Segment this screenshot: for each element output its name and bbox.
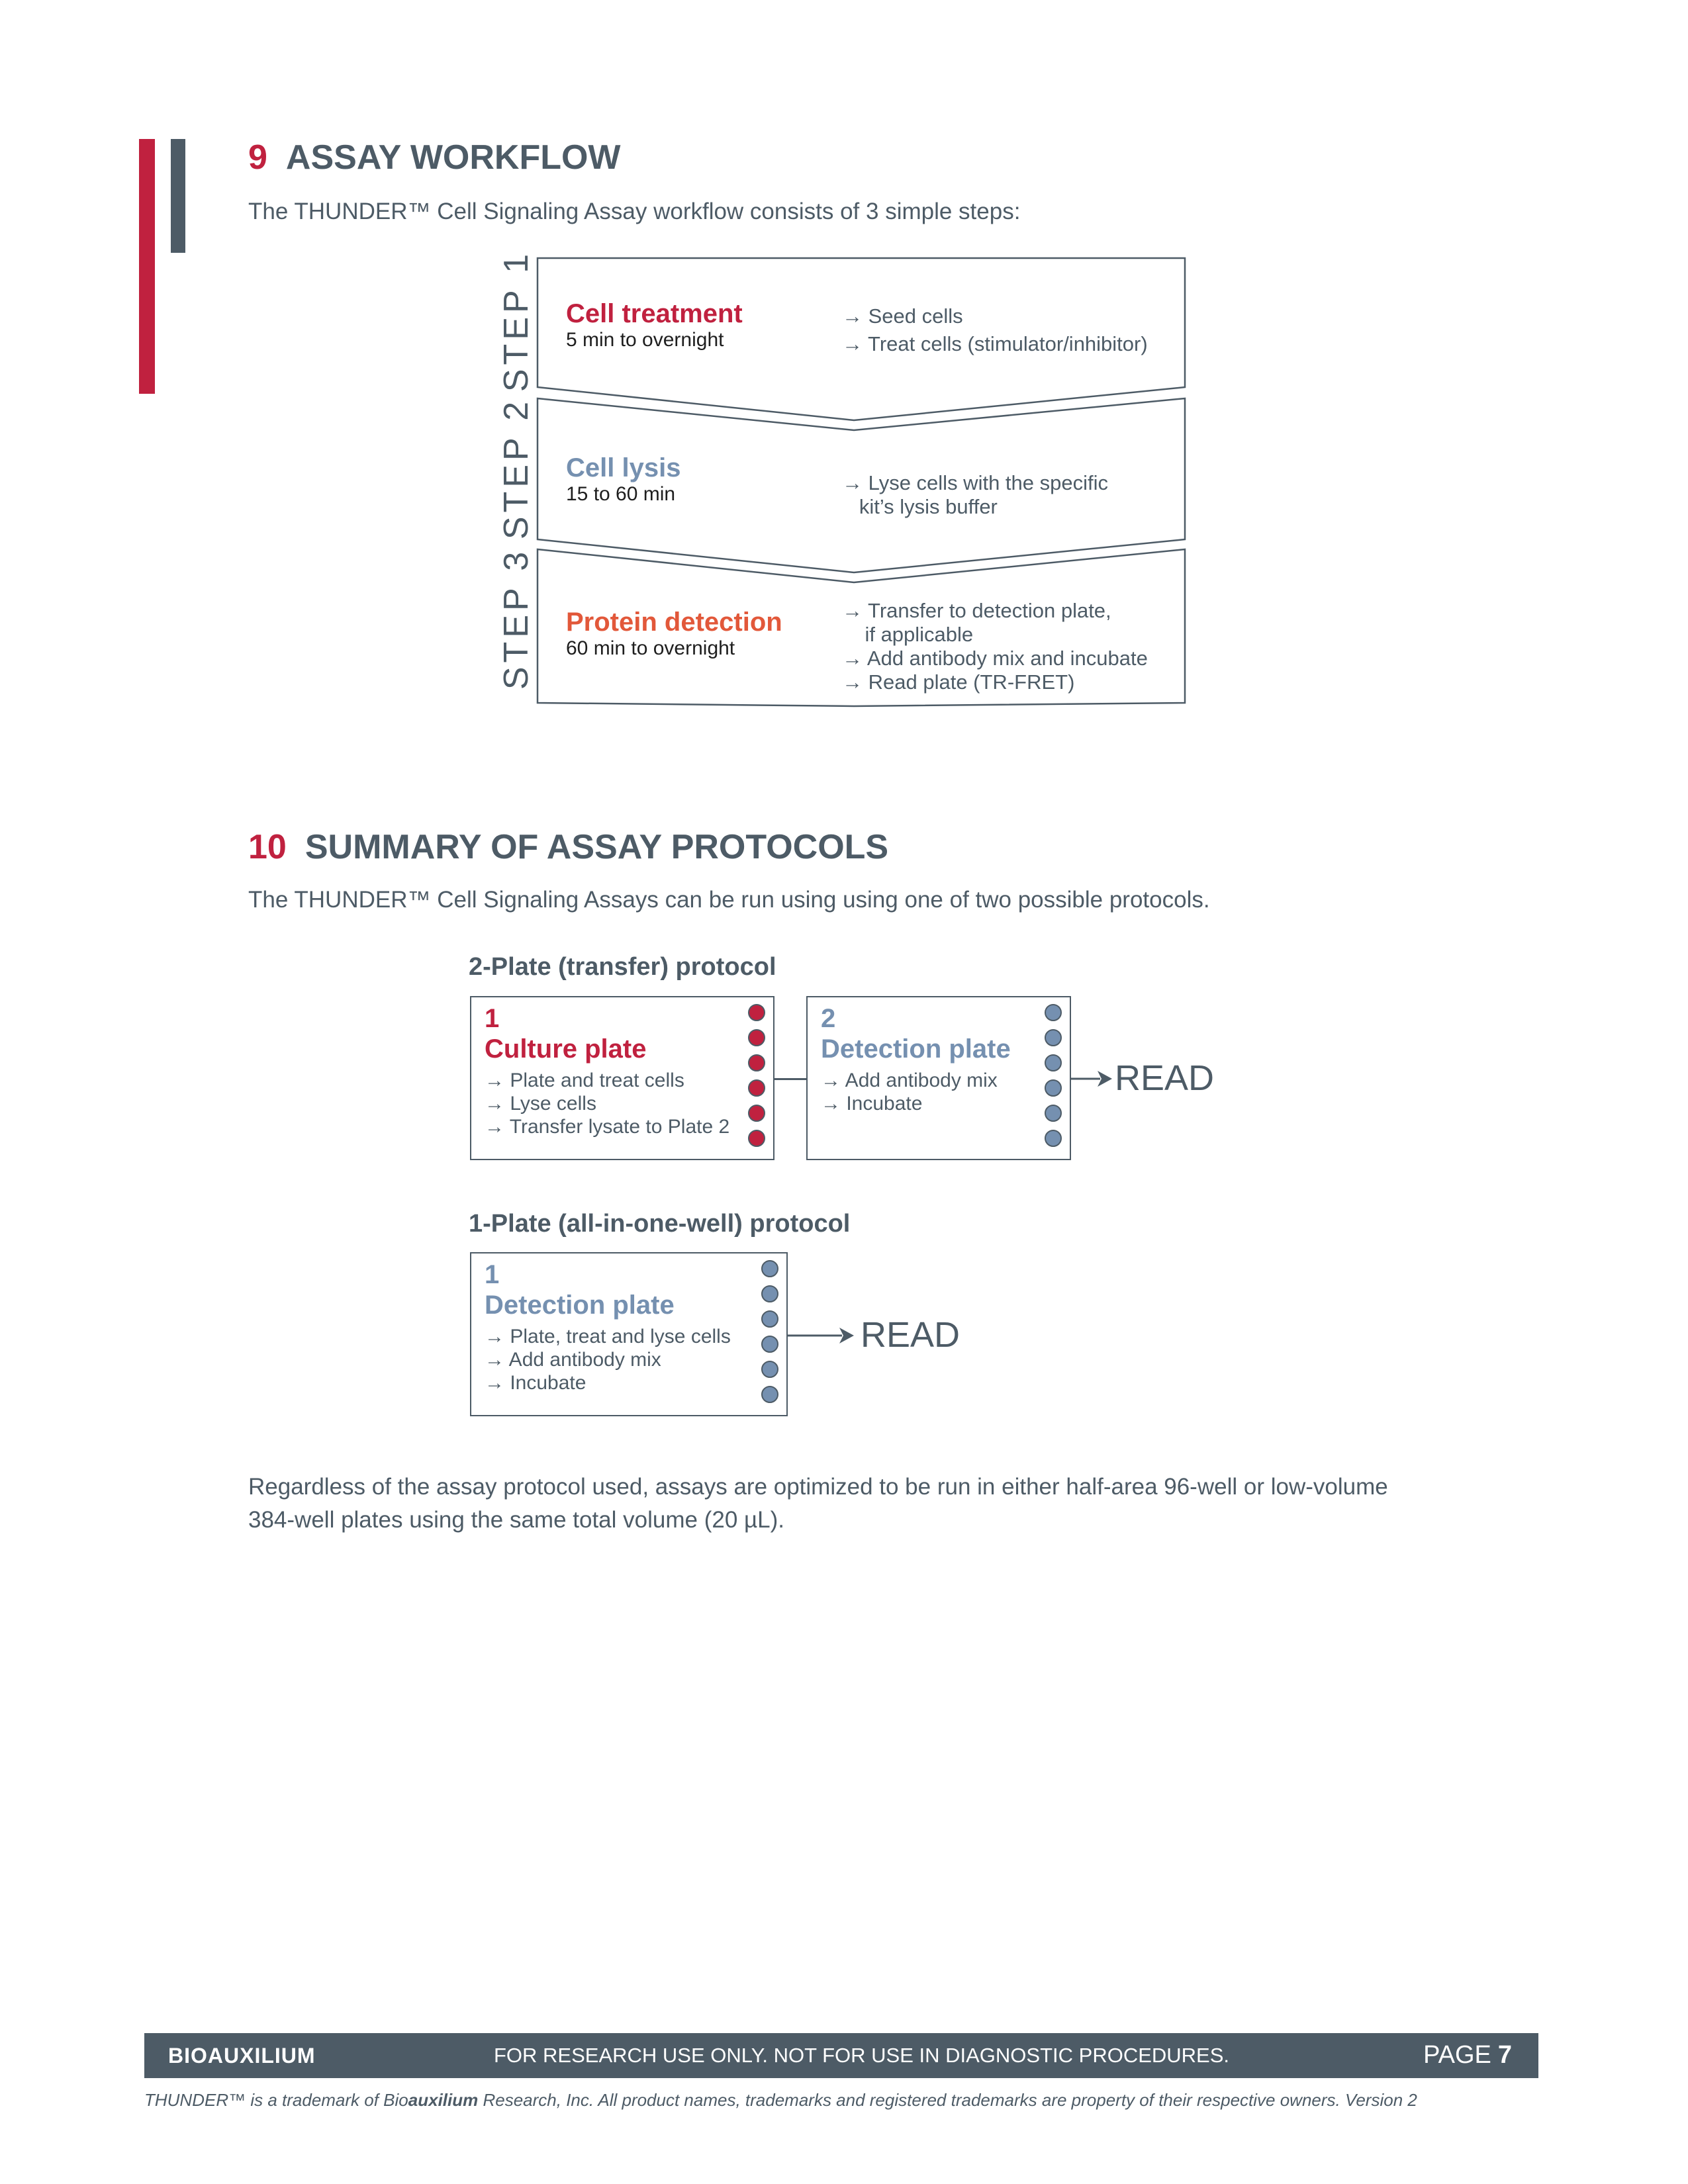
one-plate-protocol-title: 1-Plate (all-in-one-well) protocol — [469, 1210, 851, 1238]
well-icon — [761, 1336, 778, 1353]
section-10-number: 10 — [248, 828, 287, 866]
well-icon — [1045, 1054, 1062, 1071]
well-icon — [1045, 1004, 1062, 1021]
plate-step: → Add antibody mix — [485, 1349, 661, 1371]
step-3-bullet: → Read plate (TR-FRET) — [842, 670, 1075, 694]
step-3-duration: 60 min to overnight — [566, 637, 735, 659]
step-1-title: Cell treatment — [566, 299, 743, 328]
well-icon — [761, 1361, 778, 1378]
trademark-brand: auxilium — [408, 2090, 479, 2110]
well-icon — [748, 1130, 765, 1147]
well-icon — [1045, 1079, 1062, 1097]
plate-number: 2 — [821, 1004, 836, 1033]
step-3-label: STEP 3 — [497, 547, 536, 690]
page-label: PAGE — [1423, 2041, 1491, 2069]
trademark-notice — [144, 2090, 1548, 2111]
step-2-duration: 15 to 60 min — [566, 483, 676, 505]
section-10-title: SUMMARY OF ASSAY PROTOCOLS — [305, 828, 889, 866]
well-icon — [748, 1079, 765, 1097]
plate-step: → Incubate — [821, 1093, 923, 1115]
plate-step: → Add antibody mix — [821, 1069, 998, 1091]
plate-name: Detection plate — [821, 1034, 1011, 1064]
page-indicator — [1423, 2041, 1512, 2070]
step-1-label: STEP 1 — [497, 250, 536, 392]
brand-prefix: BIO — [168, 2044, 208, 2068]
section-10-heading — [248, 827, 888, 867]
plate-step: → Lyse cells — [485, 1093, 596, 1115]
plate-step: → Transfer lysate to Plate 2 — [485, 1116, 730, 1138]
well-icon — [748, 1105, 765, 1122]
two-plate-protocol-title: 2-Plate (transfer) protocol — [469, 953, 776, 981]
step-3-bullet: if applicable — [842, 623, 974, 646]
well-icon — [761, 1285, 778, 1302]
well-icon — [1045, 1029, 1062, 1046]
plate-number: 1 — [485, 1260, 500, 1289]
read-label: READ — [861, 1315, 961, 1355]
section-10-intro: The THUNDER™ Cell Signaling Assays can be run using using one of two possible protocols. — [248, 887, 1210, 913]
footer-disclaimer: FOR RESEARCH USE ONLY. NOT FOR USE IN DIAGNOSTIC PROCEDURES. — [494, 2044, 1230, 2067]
step-3-bullet: → Add antibody mix and incubate — [842, 647, 1148, 670]
well-icon — [761, 1386, 778, 1403]
protocol-note — [248, 1471, 1388, 1537]
connector-line — [774, 1078, 806, 1080]
plate-step: → Plate, treat and lyse cells — [485, 1326, 731, 1347]
protocol-note-line: Regardless of the assay protocol used, assays are optimized to be run in either half-area 96-well or low-volume — [248, 1474, 1388, 1500]
well-icon — [748, 1054, 765, 1071]
step-3-info — [566, 608, 782, 660]
plate-steps — [485, 1325, 731, 1394]
step-2-info — [566, 453, 680, 506]
well-icon — [1045, 1130, 1062, 1147]
single-detection-plate-box — [470, 1252, 788, 1416]
protocol-note-line: 384-well plates using the same total volume (20 µL). — [248, 1507, 785, 1533]
step-1-bullet: → Seed cells — [842, 304, 963, 328]
section-9-intro: The THUNDER™ Cell Signaling Assay workflow consists of 3 simple steps: — [248, 199, 1021, 224]
arrow-right-icon — [788, 1324, 854, 1347]
plate-name: Detection plate — [485, 1291, 675, 1320]
section-9-number: 9 — [248, 138, 267, 177]
footer-bar — [144, 2033, 1538, 2078]
step-1-info — [566, 299, 743, 351]
accent-bar-grey — [171, 139, 185, 253]
plate-step: → Incubate — [485, 1372, 586, 1394]
brand-suffix: AUXILIUM — [207, 2044, 316, 2068]
step-3-title: Protein detection — [566, 608, 782, 637]
well-column — [748, 1004, 767, 1155]
well-icon — [748, 1004, 765, 1021]
footer-brand — [168, 2044, 316, 2068]
well-icon — [761, 1260, 778, 1277]
plate-step: → Plate and treat cells — [485, 1069, 684, 1091]
step-2-bullet: → Lyse cells with the specific — [842, 471, 1109, 494]
step-1-bullet: → Treat cells (stimulator/inhibitor) — [842, 332, 1148, 355]
trademark-text: Research, Inc. All product names, trademarks and registered trademarks are property of their respective owners. Version 2 — [478, 2090, 1417, 2110]
page-number: 7 — [1497, 2041, 1512, 2069]
step-1-bullets — [842, 304, 1148, 356]
well-icon — [761, 1310, 778, 1328]
well-column — [761, 1260, 780, 1411]
step-3-bullets — [842, 599, 1148, 694]
well-icon — [1045, 1105, 1062, 1122]
well-icon — [748, 1029, 765, 1046]
detection-plate-box — [806, 996, 1071, 1160]
step-1-duration: 5 min to overnight — [566, 329, 724, 351]
plate-steps — [485, 1069, 729, 1138]
step-2-bullet: kit’s lysis buffer — [842, 495, 998, 518]
section-9-title: ASSAY WORKFLOW — [285, 138, 621, 177]
step-2-label: STEP 2 — [497, 397, 536, 540]
step-2-bullets — [842, 471, 1108, 519]
step-2-title: Cell lysis — [566, 453, 681, 482]
culture-plate-box — [470, 996, 774, 1160]
plate-number: 1 — [485, 1004, 500, 1033]
accent-bar-red — [139, 139, 155, 394]
plate-name: Culture plate — [485, 1034, 647, 1064]
well-column — [1045, 1004, 1063, 1155]
trademark-text: THUNDER™ is a trademark of Bio — [144, 2090, 408, 2110]
arrow-right-icon — [1071, 1067, 1112, 1091]
step-3-bullet: → Transfer to detection plate, — [842, 599, 1111, 622]
plate-steps — [821, 1069, 1011, 1115]
read-label: READ — [1115, 1058, 1215, 1098]
section-9-heading — [248, 138, 621, 177]
